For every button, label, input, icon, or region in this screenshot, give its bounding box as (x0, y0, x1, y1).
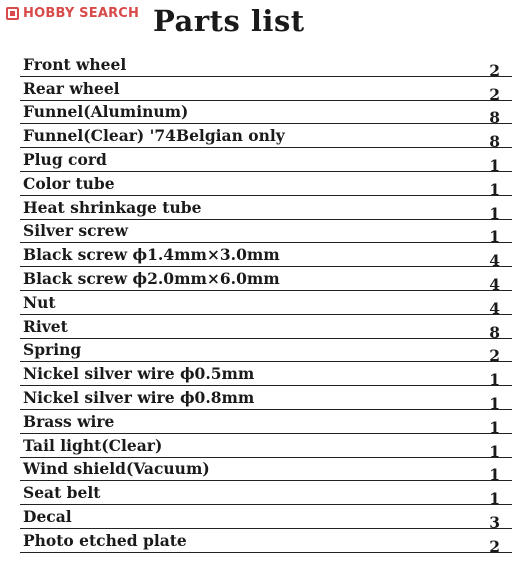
part-quantity: 2 (489, 84, 500, 104)
part-quantity: 3 (489, 512, 500, 532)
part-name: Seat belt (23, 483, 101, 503)
hobby-search-logo-icon (6, 7, 19, 20)
part-quantity: 8 (489, 132, 500, 152)
parts-list-row (20, 410, 512, 437)
parts-list-row (20, 243, 512, 271)
parts-list-row (20, 291, 512, 318)
part-name: Decal (23, 506, 72, 526)
part-name: Funnel(Clear) '74Belgian only (23, 126, 285, 146)
part-quantity: 1 (489, 393, 500, 413)
part-name: Rear wheel (23, 78, 120, 98)
part-quantity: 1 (489, 489, 500, 509)
watermark-text: HOBBY SEARCH (23, 6, 140, 21)
part-name: Black screw ϕ2.0mm×6.0mm (23, 268, 280, 288)
part-name: Funnel(Aluminum) (23, 102, 189, 122)
part-name: Black screw ϕ1.4mm×3.0mm (23, 245, 280, 265)
part-name: Nut (23, 292, 56, 312)
part-quantity: 4 (489, 251, 500, 271)
part-quantity: 1 (489, 179, 500, 199)
part-quantity: 2 (489, 346, 500, 366)
parts-list-row (20, 481, 512, 509)
parts-list-row (20, 505, 512, 532)
part-name: Tail light(Clear) (23, 435, 163, 455)
page-title: Parts list (153, 4, 305, 38)
part-name: Color tube (23, 173, 115, 193)
part-name: Heat shrinkage tube (23, 197, 202, 217)
part-name: Nickel silver wire ϕ0.8mm (23, 387, 255, 407)
part-quantity: 2 (489, 536, 500, 556)
part-name: Rivet (23, 316, 68, 336)
hobby-search-watermark (6, 6, 139, 21)
part-quantity: 8 (489, 108, 500, 128)
part-quantity: 1 (489, 465, 500, 485)
parts-list-row (20, 220, 512, 247)
part-quantity: 1 (489, 417, 500, 437)
part-quantity: 1 (489, 155, 500, 175)
part-quantity: 1 (489, 203, 500, 223)
part-name: Brass wire (23, 411, 115, 431)
parts-list-row (20, 148, 512, 175)
parts-list-row (20, 362, 512, 390)
part-name: Photo etched plate (23, 530, 187, 550)
part-name: Nickel silver wire ϕ0.5mm (23, 364, 255, 384)
part-quantity: 2 (489, 60, 500, 80)
parts-list-row (20, 339, 512, 366)
parts-list-row (20, 386, 512, 413)
parts-list-row (20, 172, 512, 199)
parts-list-row (20, 458, 512, 485)
parts-list-row (20, 124, 512, 152)
part-name: Front wheel (23, 54, 127, 74)
part-quantity: 1 (489, 441, 500, 461)
part-name: Silver screw (23, 221, 128, 241)
part-name: Plug cord (23, 149, 107, 169)
part-name: Spring (23, 340, 82, 360)
part-quantity: 4 (489, 274, 500, 294)
parts-list-row (20, 53, 512, 80)
part-quantity: 4 (489, 298, 500, 318)
part-quantity: 1 (489, 370, 500, 390)
parts-list-row (20, 77, 512, 104)
parts-list-row (20, 267, 512, 294)
part-quantity: 8 (489, 322, 500, 342)
parts-list-row (20, 196, 512, 223)
parts-list (20, 53, 512, 556)
parts-list-row (20, 101, 512, 128)
part-quantity: 1 (489, 227, 500, 247)
parts-list-row (20, 529, 512, 556)
parts-list-row (20, 315, 512, 342)
parts-list-row (20, 434, 512, 461)
part-name: Wind shield(Vacuum) (23, 459, 210, 479)
